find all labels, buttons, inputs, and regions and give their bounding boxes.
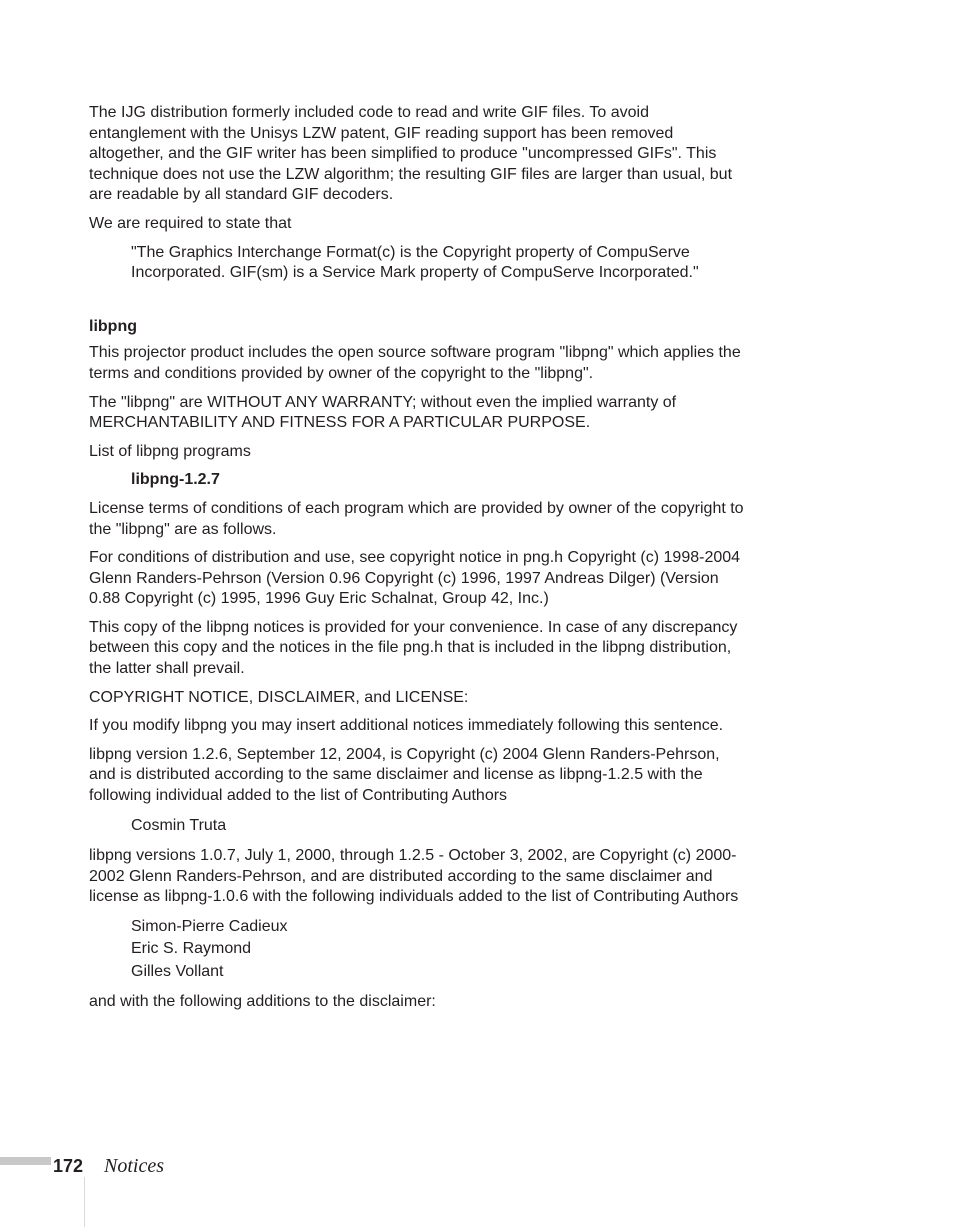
author-list — [89, 815, 749, 838]
quote-line: "The Graphics Interchange Format(c) is the Copyright property of CompuServe — [131, 243, 690, 261]
page-body — [89, 103, 749, 1021]
paragraph-versions-107-125: libpng versions 1.0.7, July 1, 2000, through 1.2.5 - October 3, 2002, are Copyright (c) 2000-2002 Glenn Randers-Pehrson, and are distributed according to the same disclaimer and license as libpng-1.0.6 with the following individuals added to the list of Contributing Authors — [89, 847, 739, 906]
author-name: Simon-Pierre Cadieux — [131, 917, 288, 935]
paragraph-license-terms: License terms of conditions of each program which are provided by owner of the copyright to the "libpng" are as follows. — [89, 499, 744, 538]
quote-line: Incorporated. GIF(sm) is a Service Mark property of CompuServe Incorporated." — [131, 264, 699, 282]
paragraph-conditions: For conditions of distribution and use, see copyright notice in png.h Copyright (c) 1998-2004 Glenn Randers-Pehrson (Version 0.96 Copyright (c) 1996, 1997 Andreas Dilger) (Version 0.88 Copyright (c) 1995, 1996 Guy Eric Schalnat, Group 42, Inc.) — [89, 549, 741, 608]
paragraph-required-statement: We are required to state that — [89, 214, 292, 232]
program-version-heading: libpng-1.2.7 — [131, 471, 220, 489]
author-name: Gilles Vollant — [131, 962, 224, 980]
page-number: 172 — [53, 1156, 84, 1176]
paragraph-copyright-notice-title: COPYRIGHT NOTICE, DISCLAIMER, and LICENSE: — [89, 688, 469, 706]
paragraph-modify-notice: If you modify libpng you may insert additional notices immediately following this sentence. — [89, 717, 724, 735]
paragraph-program-list-label: List of libpng programs — [89, 442, 251, 460]
author-name: Cosmin Truta — [131, 816, 227, 834]
gif-copyright-quote — [89, 243, 749, 284]
section-heading-libpng: libpng — [89, 317, 137, 335]
paragraph-gif-distribution: The IJG distribution formerly included code to read and write GIF files. To avoid entanglement with the Unisys LZW patent, GIF reading support has been removed altogether, and the GIF writer has been simplified to produce "uncompressed GIFs". This technique does not use the LZW algorithm; the resulting GIF files are larger than usual, but are readable by all standard GIF decoders. — [89, 104, 733, 204]
paragraph-convenience-copy: This copy of the libpng notices is provided for your convenience. In case of any discrepancy between this copy and the notices in the file png.h that is included in the libpng distribution, the latter shall prevail. — [89, 618, 738, 678]
section-name: Notices — [104, 1155, 164, 1177]
paragraph-libpng-intro: This projector product includes the open source software program "libpng" which applies the terms and conditions provided by owner of the copyright to the "libpng". — [89, 344, 741, 382]
author-list — [89, 916, 749, 984]
paragraph-version-126: libpng version 1.2.6, September 12, 2004, is Copyright (c) 2004 Glenn Randers-Pehrson, and is distributed according to the same disclaimer and license as libpng-1.2.5 with the following individual added to the list of Contributing Authors — [89, 745, 720, 805]
paragraph-warranty: The "libpng" are WITHOUT ANY WARRANTY; without even the implied warranty of MERCHANTABILITY AND FITNESS FOR A PARTICULAR PURPOSE. — [89, 393, 677, 432]
author-name: Eric S. Raymond — [131, 940, 252, 958]
paragraph-disclaimer-additions: and with the following additions to the disclaimer: — [89, 993, 436, 1011]
